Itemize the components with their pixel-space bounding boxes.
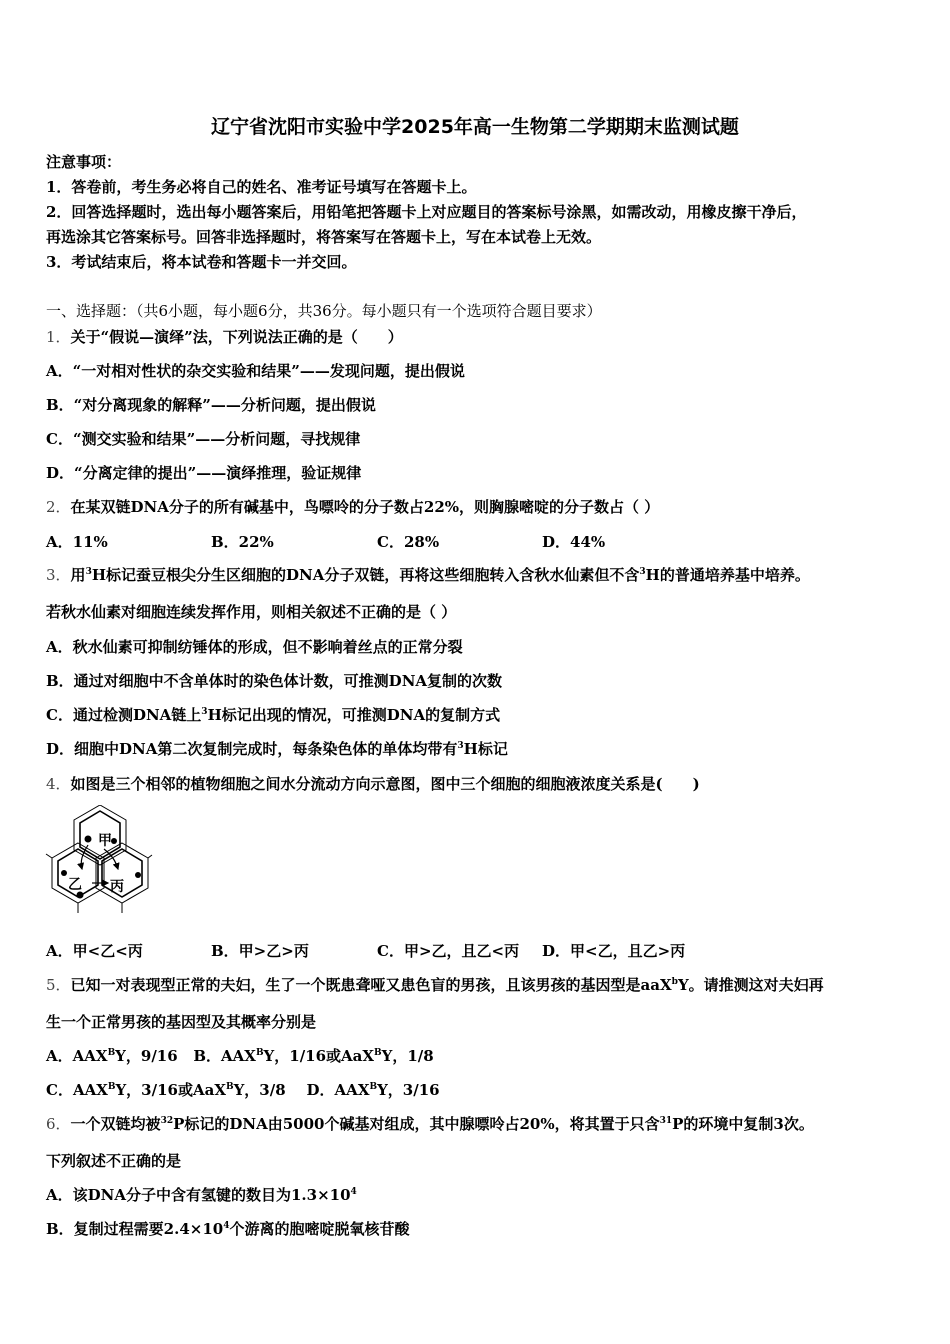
question-number: 1． — [46, 328, 71, 346]
question-1-stem — [46, 327, 403, 347]
question-3-option-b: B．通过对细胞中不含单体时的染色体计数，可推测DNA复制的次数 — [46, 672, 503, 690]
question-3-option-a: A．秋水仙素可抑制纺锤体的形成，但不影响着丝点的正常分裂 — [46, 638, 463, 656]
question-6-stem-cont: 下列叙述不正确的是 — [46, 1152, 182, 1170]
question-2-option-a: A．11% — [46, 533, 108, 551]
cell-label-bing: 丙 — [110, 879, 124, 895]
question-2-stem — [46, 497, 659, 517]
question-number: 5． — [46, 976, 71, 994]
notice-item-2-cont: 再选涂其它答案标号。回答非选择题时，将答案写在答题卡上，写在本试卷上无效。 — [46, 228, 602, 246]
question-4-option-a: A．甲<乙<丙 — [46, 942, 143, 960]
question-3-stem: 3．用$^3$H标记蚕豆根尖分生区细胞的DNA分子双链，再将这些细胞转入含秋水仙素但不含$^3$H的普通培养基中培养。 — [46, 566, 810, 584]
question-5-options-ab: A．$AAX^BY$，9/16 B．$AAX^BY$，1/16或AaX$^B$Y，1/8 — [46, 1047, 434, 1065]
notice-item-3: 3．考试结束后，将本试卷和答题卡一并交回。 — [46, 253, 357, 271]
question-number: 4． — [46, 775, 71, 793]
question-5-options-cd: C．$AAX^BY$，3/16或AaX$^B$Y，3/8 D．$AAX^BY$，3/16 — [46, 1081, 440, 1099]
question-1-option-c: C．“测交实验和结果”——分析问题，寻找规律 — [46, 430, 361, 448]
question-4-stem — [46, 774, 700, 794]
question-number: 6． — [46, 1115, 71, 1133]
cell-label-jia: 甲 — [98, 833, 112, 849]
question-3-option-d: D．细胞中DNA第二次复制完成时，每条染色体的单体均带有$^3$H标记 — [46, 740, 508, 758]
plant-cells-diagram — [44, 805, 154, 917]
question-1-option-b: B．“对分离现象的解释”——分析问题，提出假说 — [46, 396, 376, 414]
question-text: 关于“假说—演绎”法，下列说法正确的是（ ） — [70, 328, 403, 346]
question-4-option-c: C．甲>乙，且乙<丙 — [377, 942, 520, 960]
page-title: 辽宁省沈阳市实验中学2025年高一生物第二学期期末监测试题 — [211, 116, 739, 138]
question-3-option-c: C．通过检测DNA链上$^3$H标记出现的情况，可推测DNA的复制方式 — [46, 706, 501, 724]
question-1-option-d: D．“分离定律的提出”——演绎推理，验证规律 — [46, 464, 362, 482]
question-4-option-b: B．甲>乙>丙 — [211, 942, 309, 960]
notice-item-1: 1．答卷前，考生务必将自己的姓名、准考证号填写在答题卡上。 — [46, 178, 477, 196]
notice-heading: 注意事项： — [46, 153, 122, 171]
question-text: 在某双链DNA分子的所有碱基中，鸟嘌呤的分子数占22%，则胸腺嘧啶的分子数占（ ） — [70, 498, 660, 516]
question-1-option-a: A．“一对相对性状的杂交实验和结果”——发现问题，提出假说 — [46, 362, 465, 380]
hexagon-cell-walls — [46, 805, 152, 913]
question-number: 3． — [46, 566, 71, 584]
question-2-option-c: C．28% — [377, 533, 440, 551]
question-2-option-d: D．44% — [542, 533, 606, 551]
question-6-option-b: B．复制过程需要$2.4\times 10^4$个游离的胞嘧啶脱氧核苷酸 — [46, 1220, 410, 1238]
question-5-stem: 5．已知一对表现型正常的夫妇，生了一个既患聋哑又患色盲的男孩，且该男孩的基因型是aaX$^b$Y。请推测这对夫妇再 — [46, 976, 824, 994]
question-5-stem-cont: 生一个正常男孩的基因型及其概率分别是 — [46, 1013, 317, 1031]
question-6-option-a: A．该DNA分子中含有氢键的数目为$1.3\times 10^4$ — [46, 1186, 357, 1204]
question-6-stem: 6．一个双链均被$^{32}$P标记的DNA由5000个碱基对组成，其中腺嘌呤占20%，将其置于只含$^{31}$P的环境中复制3次。 — [46, 1115, 814, 1133]
question-number: 2． — [46, 498, 71, 516]
question-text: 如图是三个相邻的植物细胞之间水分流动方向示意图，图中三个细胞的细胞液浓度关系是( ) — [70, 775, 700, 793]
section-heading: 一、选择题：（共6小题，每小题6分，共36分。每小题只有一个选项符合题目要求） — [46, 302, 602, 320]
question-2-option-b: B．22% — [211, 533, 274, 551]
notice-item-2: 2．回答选择题时，选出每小题答案后，用铅笔把答题卡上对应题目的答案标号涂黑，如需改动，用橡皮擦干净后， — [46, 203, 807, 221]
question-4-option-d: D．甲<乙，且乙>丙 — [542, 942, 686, 960]
question-3-stem-cont: 若秋水仙素对细胞连续发挥作用，则相关叙述不正确的是（ ） — [46, 603, 457, 621]
cell-label-yi: 乙 — [68, 877, 82, 893]
